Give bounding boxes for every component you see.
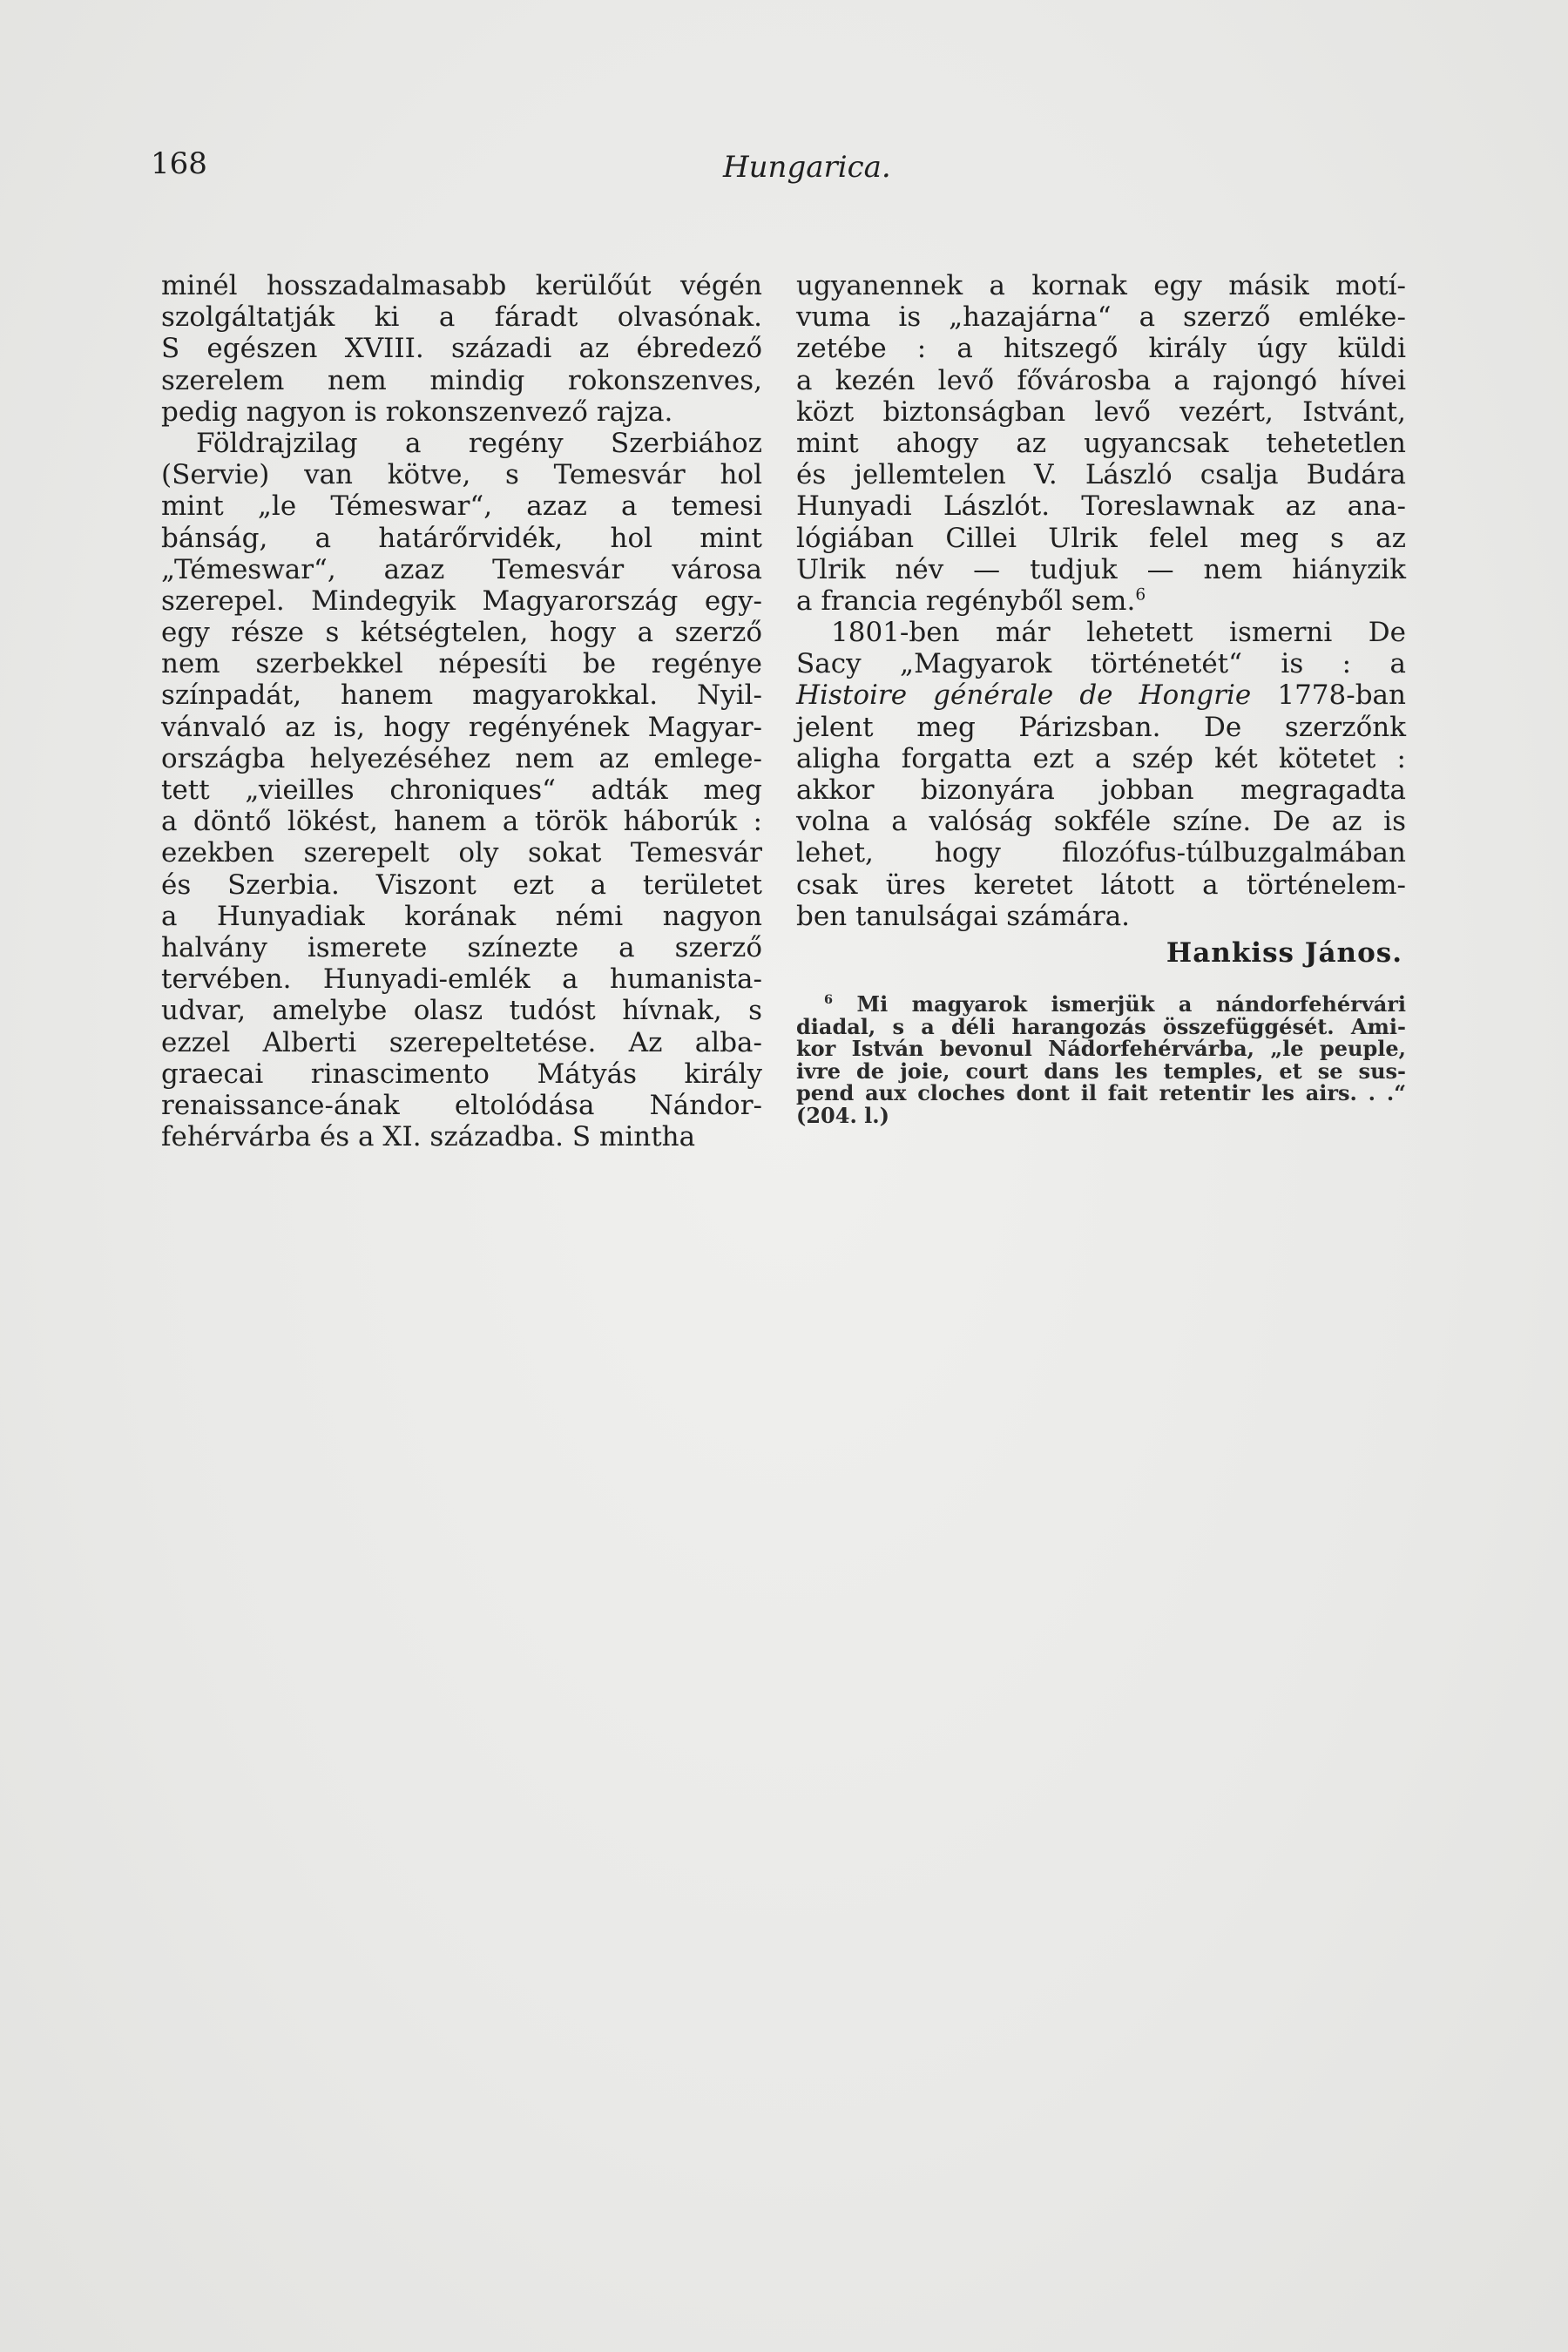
footnote-line: (204. l.) (796, 1102, 889, 1128)
text-line: országba helyezéséhez nem az emlege- (161, 742, 762, 774)
text-line: a Hunyadiak korának némi nagyon (161, 900, 762, 932)
text-line: Hunyadi Lászlót. Toreslawnak az ana- (796, 490, 1406, 523)
footnote (796, 993, 1406, 1126)
text-line: aligha forgatta ezt a szép két kötetet : (796, 742, 1406, 774)
footnote-reference: 6 (1135, 585, 1146, 605)
text-line: a kezén levő fővárosba a rajongó hívei (796, 364, 1406, 396)
text-line: szerelem nem mindig rokonszenves, (161, 364, 762, 396)
text-line: ben tanulságai számára. (796, 900, 1131, 932)
text-line: zetébe : a hitszegő király úgy küldi (796, 333, 1406, 365)
text-line: nem szerbekkel népesíti be regénye (161, 648, 762, 680)
text-line: lehet, hogy filozófus-túlbuzgalmában (796, 837, 1406, 869)
text-line: tett „vieilles chroniques“ adták meg (161, 774, 762, 806)
footnote-marker: 6 (824, 992, 834, 1008)
text-line: vánvaló az is, hogy regényének Magyar- (161, 711, 762, 743)
text-line: és jellemtelen V. László csalja Budára (796, 459, 1406, 491)
text-line: graecai rinascimento Mátyás király (161, 1058, 762, 1090)
text-line: renaissance-ának eltolódása Nándor- (161, 1089, 762, 1121)
footnote-line: diadal, s a déli harangozás összefüggését. Ami- (796, 1013, 1406, 1039)
text-fragment: 1778-ban (1251, 679, 1407, 712)
text-line: udvar, amelybe olasz tudóst hívnak, s (161, 995, 762, 1027)
text-line: a döntő lökést, hanem a török háborúk : (161, 806, 762, 838)
footnote-line: ivre de joie, court dans les temples, et se sus- (796, 1058, 1406, 1084)
text-line: volna a valóság sokféle színe. De az is (796, 806, 1406, 838)
text-line: jelent meg Párizsban. De szerzőnk (796, 711, 1406, 743)
text-line: fehérvárba és a XI. századba. S mintha (161, 1121, 696, 1153)
text-line: színpadát, hanem magyarokkal. Nyil- (161, 679, 762, 712)
text-line: szerepel. Mindegyik Magyarország egy- (161, 585, 762, 617)
footnote-line (796, 993, 1406, 1016)
text-line: ezekben szerepelt oly sokat Temesvár (161, 837, 762, 869)
text-line: Sacy „Magyarok történetét“ is : a (796, 648, 1406, 680)
text-line: „Témeswar“, azaz Temesvár városa (161, 553, 762, 585)
text-line: közt biztonságban levő vezért, Istvánt, (796, 395, 1406, 428)
text-line: Földrajzilag a regény Szerbiához (196, 427, 762, 459)
text-line: minél hosszadalmasabb kerülőút végén (161, 270, 762, 301)
text-line: (Servie) van kötve, s Temesvár hol (161, 459, 762, 491)
text-line: mint „le Témeswar“, azaz a temesi (161, 490, 762, 523)
text-fragment: a francia regényből sem. (796, 585, 1136, 617)
text-line: halvány ismerete színezte a szerző (161, 931, 762, 963)
text-line: 1801-ben már lehetett ismerni De (831, 617, 1406, 649)
page-number: 168 (151, 146, 207, 181)
text-line: bánság, a határőrvidék, hol mint (161, 522, 762, 554)
text-line: Ulrik név — tudjuk — nem hiányzik (796, 553, 1406, 585)
book-title: Histoire générale de Hongrie (796, 679, 1252, 712)
running-title: Hungarica. (723, 150, 891, 185)
text-line: tervében. Hunyadi-emlék a humanista- (161, 963, 762, 996)
author-signature: Hankiss János. (1166, 936, 1402, 969)
text-line: ugyanennek a kornak egy másik motí- (796, 270, 1406, 301)
text-line: egy része s kétségtelen, hogy a szerző (161, 617, 762, 649)
left-column (161, 270, 762, 1152)
footnote-line: pend aux cloches dont il fait retentir les airs. . .“ (796, 1080, 1406, 1106)
text-line (796, 679, 1406, 711)
text-line: csak üres keretet látott a történelem- (796, 868, 1406, 901)
text-fragment: Mi magyarok ismerjük a nándorfehérvári (833, 991, 1406, 1017)
text-line (796, 585, 1406, 617)
text-line: lógiában Cillei Ulrik felel meg s az (796, 522, 1406, 554)
text-line: pedig nagyon is rokonszenvező rajza. (161, 395, 673, 428)
text-line: szolgáltatják ki a fáradt olvasónak. (161, 301, 762, 334)
text-line: akkor bizonyára jobban megragadta (796, 774, 1406, 806)
text-line: és Szerbia. Viszont ezt a területet (161, 868, 762, 901)
right-column (796, 270, 1406, 1126)
text-line: vuma is „hazajárna“ a szerző emléke- (796, 301, 1406, 334)
text-line: S egészen XVIII. századi az ébredező (161, 333, 762, 365)
footnote-line: kor István bevonul Nádorfehérvárba, „le peuple, (796, 1036, 1406, 1062)
text-line: ezzel Alberti szerepeltetése. Az alba- (161, 1026, 762, 1058)
text-line: mint ahogy az ugyancsak tehetetlen (796, 427, 1406, 459)
